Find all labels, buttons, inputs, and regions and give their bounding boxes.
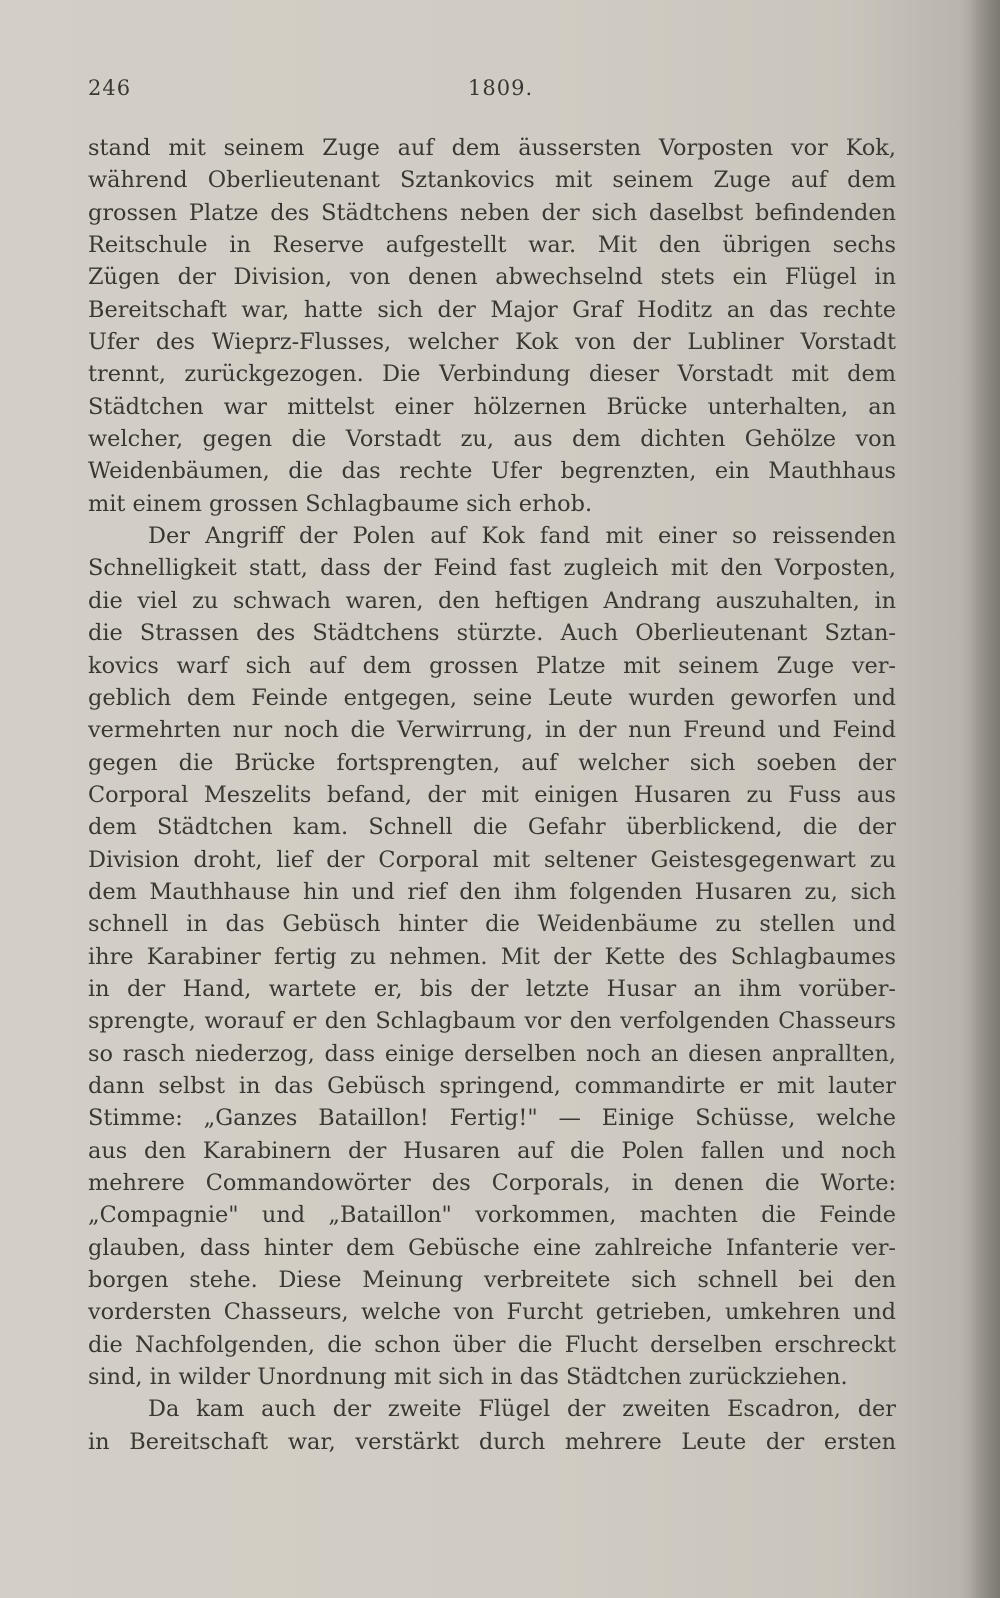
text-line: Stimme: „Ganzes Bataillon! Fertig!" — Einige Schüsse, welche: [88, 1105, 896, 1132]
text-line: Weidenbäumen, die das rechte Ufer begrenzten, ein Mauthhaus: [88, 458, 896, 485]
paragraph-start-line: Der Angriff der Polen auf Kok fand mit einer so reissenden: [148, 523, 896, 550]
text-line: dann selbst in das Gebüsch springend, commandirte er mit lauter: [88, 1072, 896, 1099]
text-line: während Oberlieutenant Sztankovics mit seinem Zuge auf dem: [88, 167, 896, 194]
text-line: Schnelligkeit statt, dass der Feind fast zugleich mit den Vorposten,: [88, 555, 896, 582]
text-line: kovics warf sich auf dem grossen Platze mit seinem Zuge ver-: [88, 652, 896, 679]
body-text: [88, 132, 896, 1458]
text-line: vordersten Chasseurs, welche von Furcht getrieben, umkehren und: [88, 1299, 896, 1326]
text-line: Bereitschaft war, hatte sich der Major Graf Hoditz an das rechte: [88, 296, 896, 323]
text-line: Städtchen war mittelst einer hölzernen Brücke unterhalten, an: [88, 393, 896, 420]
page-edge-shadow: [970, 0, 1000, 1598]
text-line: aus den Karabinern der Husaren auf die Polen fallen und noch: [88, 1137, 896, 1164]
page-header: [88, 76, 888, 106]
text-line: ihre Karabiner fertig zu nehmen. Mit der Kette des Schlagbaumes: [88, 943, 896, 970]
text-line: sprengte, worauf er den Schlagbaum vor den verfolgenden Chasseurs: [88, 1008, 896, 1035]
text-line: Corporal Meszelits befand, der mit einigen Husaren zu Fuss aus: [88, 781, 896, 808]
text-line: grossen Platze des Städtchens neben der sich daselbst befindenden: [88, 199, 896, 226]
text-line: vermehrten nur noch die Verwirrung, in der nun Freund und Feind: [88, 717, 896, 744]
text-line: mit einem grossen Schlagbaume sich erhob.: [88, 490, 593, 517]
text-line: Ufer des Wieprz-Flusses, welcher Kok von der Lubliner Vorstadt: [88, 329, 896, 356]
text-line: borgen stehe. Diese Meinung verbreitete sich schnell bei den: [88, 1267, 896, 1294]
text-line: dem Städtchen kam. Schnell die Gefahr überblickend, die der: [88, 814, 896, 841]
text-line: glauben, dass hinter dem Gebüsche eine zahlreiche Infanterie ver-: [88, 1234, 896, 1261]
page-number: 246: [88, 76, 132, 100]
text-line: stand mit seinem Zuge auf dem äussersten Vorposten vor Kok,: [88, 135, 896, 161]
text-line: Reitschule in Reserve aufgestellt war. Mit den übrigen sechs: [88, 232, 896, 259]
text-line: so rasch niederzog, dass einige derselben noch an diesen anprallten,: [88, 1040, 896, 1067]
text-line: die Strassen des Städtchens stürzte. Auch Oberlieutenant Sztan-: [88, 620, 896, 647]
running-title: 1809.: [468, 76, 534, 100]
text-line: dem Mauthhause hin und rief den ihm folgenden Husaren zu, sich: [88, 878, 896, 905]
text-line: trennt, zurückgezogen. Die Verbindung dieser Vorstadt mit dem: [88, 361, 896, 388]
paragraph-start-line: Da kam auch der zweite Flügel der zweiten Escadron, der: [148, 1396, 896, 1423]
text-line: Zügen der Division, von denen abwechselnd stets ein Flügel in: [88, 264, 896, 291]
text-line: in der Hand, wartete er, bis der letzte Husar an ihm vorüber-: [88, 975, 896, 1002]
text-line: geblich dem Feinde entgegen, seine Leute wurden geworfen und: [88, 684, 896, 711]
text-line: die Nachfolgenden, die schon über die Flucht derselben erschreckt: [88, 1331, 896, 1358]
text-line: schnell in das Gebüsch hinter die Weidenbäume zu stellen und: [88, 911, 896, 938]
text-line: welcher, gegen die Vorstadt zu, aus dem dichten Gehölze von: [88, 426, 896, 453]
text-line: Division droht, lief der Corporal mit seltener Geistesgegenwart zu: [88, 846, 896, 873]
text-line: sind, in wilder Unordnung mit sich in das Städtchen zurückziehen.: [88, 1364, 848, 1391]
text-line: mehrere Commandowörter des Corporals, in denen die Worte:: [88, 1170, 896, 1196]
text-line: „Compagnie" und „Bataillon" vorkommen, machten die Feinde: [88, 1202, 896, 1229]
text-line: gegen die Brücke fortsprengten, auf welcher sich soeben der: [88, 749, 896, 776]
text-line: die viel zu schwach waren, den heftigen Andrang auszuhalten, in: [88, 587, 896, 614]
text-line: in Bereitschaft war, verstärkt durch mehrere Leute der ersten: [88, 1428, 896, 1455]
